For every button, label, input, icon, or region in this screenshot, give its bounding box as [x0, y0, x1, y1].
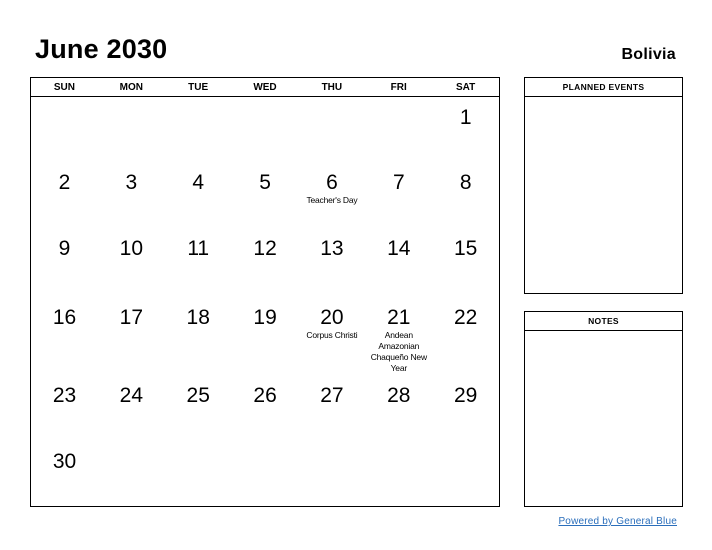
day-number: 15 [453, 237, 478, 260]
weekday-sun: SUN [53, 82, 75, 93]
holiday-label: Teacher's Day [306, 195, 358, 205]
day-number: 9 [58, 237, 71, 260]
day-cell [298, 237, 365, 261]
day-cell [165, 171, 232, 195]
weekday-fri: FRI [390, 82, 407, 93]
day-cell [31, 237, 98, 261]
day-cell [365, 306, 432, 374]
day-number: 7 [392, 171, 405, 194]
day-cell [365, 171, 432, 195]
day-cell [31, 171, 98, 195]
day-cell [165, 384, 232, 408]
day-number: 29 [453, 384, 478, 407]
day-number: 23 [52, 384, 77, 407]
day-cell [365, 237, 432, 261]
weekday-header [31, 78, 499, 97]
weekday-sat: SAT [455, 82, 476, 93]
day-cell [298, 306, 365, 341]
day-cell [98, 171, 165, 195]
holiday-label: Andean Amazonian Chaqueño New Year [370, 330, 427, 373]
day-number: 20 [320, 306, 344, 329]
day-cell [232, 306, 299, 330]
day-number: 25 [186, 384, 210, 407]
powered-by-link[interactable]: Powered by General Blue [558, 516, 677, 527]
day-number: 28 [387, 384, 411, 407]
day-cell [31, 450, 98, 474]
weekday-wed: WED [253, 82, 277, 93]
day-number: 2 [58, 171, 71, 194]
day-number: 30 [52, 450, 77, 473]
day-cell [432, 171, 499, 195]
weekday-tue: TUE [188, 82, 209, 93]
day-cell [165, 237, 232, 261]
day-number: 26 [253, 384, 277, 407]
day-cell [432, 384, 499, 408]
country-label: Bolivia [621, 46, 676, 63]
day-cell [31, 384, 98, 408]
day-cell [432, 306, 499, 330]
day-number: 24 [119, 384, 144, 407]
day-number: 27 [320, 384, 344, 407]
day-cell [298, 384, 365, 408]
day-number: 17 [119, 306, 144, 329]
day-number: 8 [459, 171, 472, 194]
day-number: 13 [320, 237, 344, 260]
day-number: 5 [259, 171, 271, 194]
day-cell [31, 306, 98, 330]
calendar-grid [30, 77, 500, 507]
day-cell [432, 106, 499, 130]
day-cell [98, 237, 165, 261]
day-number: 1 [459, 106, 472, 129]
day-cell [365, 384, 432, 408]
day-number: 18 [186, 306, 210, 329]
day-cell [232, 171, 299, 195]
day-number: 19 [253, 306, 277, 329]
day-number: 22 [453, 306, 478, 329]
day-cell [98, 384, 165, 408]
day-cell [232, 237, 299, 261]
day-number: 6 [326, 171, 338, 194]
month-title: June 2030 [35, 34, 168, 64]
weekday-thu: THU [321, 82, 343, 93]
day-cell [165, 306, 232, 330]
day-number: 10 [119, 237, 144, 260]
notes-panel [524, 311, 683, 507]
day-cell [232, 384, 299, 408]
planned-events-panel [524, 77, 683, 294]
day-cell [432, 237, 499, 261]
day-number: 16 [52, 306, 77, 329]
day-number: 11 [187, 237, 210, 260]
day-number: 14 [387, 237, 411, 260]
notes-heading: NOTES [525, 312, 682, 331]
day-cell [298, 171, 365, 206]
planned-events-heading: PLANNED EVENTS [525, 78, 682, 97]
day-number: 4 [192, 171, 205, 194]
weekday-mon: MON [119, 82, 143, 93]
holiday-label: Corpus Christi [306, 330, 358, 340]
day-cell [98, 306, 165, 330]
day-number: 21 [387, 306, 411, 329]
day-number: 3 [125, 171, 138, 194]
day-number: 12 [253, 237, 277, 260]
